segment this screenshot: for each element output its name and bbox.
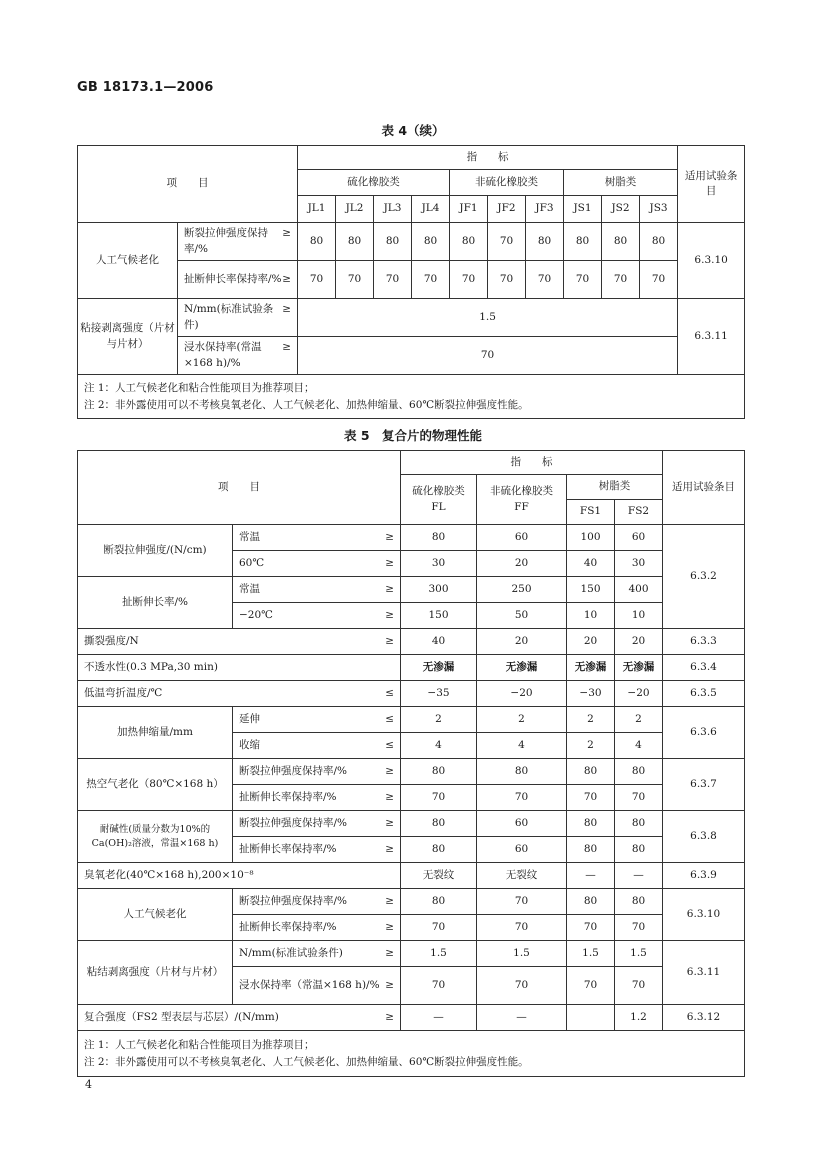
note-line: 注 1：人工气候老化和粘合性能项目为推荐项目； <box>84 381 315 394</box>
t4-clause: 6.3.11 <box>678 299 745 375</box>
group-code: FL <box>431 500 446 513</box>
t5-cell: −20 <box>615 681 663 707</box>
t4-clause-header: 适用试验条目 <box>678 146 745 223</box>
t5-row-label <box>78 681 401 707</box>
t5-cell: 80 <box>615 837 663 863</box>
t5-cell: 30 <box>615 551 663 577</box>
t4-cell: 70 <box>336 261 374 299</box>
t4-cell: 70 <box>488 261 526 299</box>
t5-sub-text: 断裂拉伸强度保持率/% <box>239 764 348 777</box>
t5-sub-text: 断裂拉伸强度保持率/% <box>239 894 348 907</box>
t5-sub-text: −20℃ <box>239 608 273 621</box>
t5-cell: 4 <box>477 733 567 759</box>
t5-cell: 100 <box>567 525 615 551</box>
t5-cell: 10 <box>567 603 615 629</box>
t5-sym: ≥ <box>385 946 394 959</box>
t5-group-label: 耐碱性(质量分数为10%的Ca(OH)₂溶液，常温×168 h) <box>78 811 233 863</box>
t5-cell: 1.2 <box>615 1005 663 1031</box>
t5-group-label: 加热伸缩量/mm <box>78 707 233 759</box>
t5-cell: 150 <box>401 603 477 629</box>
t4-clause: 6.3.10 <box>678 223 745 299</box>
t5-cell: 4 <box>401 733 477 759</box>
t4-sym: ≥ <box>282 303 291 316</box>
t4-code: JS1 <box>564 196 602 223</box>
t5-row-label: 不透水性(0.3 MPa,30 min) <box>78 655 401 681</box>
t5-cell: 无渗漏 <box>615 655 663 681</box>
t5-sub-label <box>233 551 401 577</box>
t5-sub-text: 断裂拉伸强度保持率/% <box>239 816 348 829</box>
group-code: FF <box>514 500 529 513</box>
t4-cell: 70 <box>564 261 602 299</box>
t5-cell: 50 <box>477 603 567 629</box>
t5-group-header: 树脂类 <box>567 475 663 500</box>
t5-cell: 80 <box>615 889 663 915</box>
t4-code: JL2 <box>336 196 374 223</box>
t4-cell: 70 <box>298 261 336 299</box>
t5-clause: 6.3.2 <box>663 525 745 629</box>
t4-cell: 80 <box>336 223 374 261</box>
t4-cell: 80 <box>602 223 640 261</box>
t4-cell: 80 <box>526 223 564 261</box>
t5-cell: — <box>567 863 615 889</box>
t5-cell: −20 <box>477 681 567 707</box>
t4-cell: 70 <box>640 261 678 299</box>
t4-label-text: 浸水保持率(常温×168 h)/% <box>184 341 262 369</box>
t5-group-header <box>477 475 567 525</box>
t4-notes <box>78 375 745 419</box>
t5-cell: 2 <box>567 733 615 759</box>
t4-row-label <box>178 223 298 261</box>
t5-cell: 无裂纹 <box>401 863 477 889</box>
t4-cell: 80 <box>412 223 450 261</box>
t5-sym: ≥ <box>385 842 394 855</box>
t5-cell: 1.5 <box>615 941 663 967</box>
t5-sub-label <box>233 941 401 967</box>
t5-row-label: 臭氧老化(40℃×168 h),200×10⁻⁸ <box>78 863 401 889</box>
t5-cell: 2 <box>401 707 477 733</box>
t5-sym: ≥ <box>385 634 394 647</box>
t5-sub-label <box>233 733 401 759</box>
t5-sub-label <box>233 915 401 941</box>
t5-cell <box>567 1005 615 1031</box>
t5-sub-text: 收缩 <box>239 738 260 751</box>
t5-cell: 80 <box>567 811 615 837</box>
t5-sub-text: 扯断伸长率保持率/% <box>239 920 337 933</box>
t5-cell: 70 <box>477 889 567 915</box>
t5-cell: 80 <box>401 811 477 837</box>
t5-cell: 40 <box>401 629 477 655</box>
t5-cell: 70 <box>567 785 615 811</box>
t4-index-header: 指 标 <box>298 146 678 170</box>
t5-cell: 250 <box>477 577 567 603</box>
t5-sym: ≥ <box>385 530 394 543</box>
t5-cell: 4 <box>615 733 663 759</box>
t5-cell: 无渗漏 <box>567 655 615 681</box>
t5-group-label: 人工气候老化 <box>78 889 233 941</box>
group-name: 非硫化橡胶类 <box>490 485 553 498</box>
t4-row-label <box>178 261 298 299</box>
t5-cell: 80 <box>401 759 477 785</box>
t5-sub-label <box>233 967 401 1005</box>
t5-cell: 60 <box>477 837 567 863</box>
t5-group-label: 扯断伸长率/% <box>78 577 233 629</box>
t4-row-label <box>178 337 298 375</box>
t5-cell: 无渗漏 <box>401 655 477 681</box>
t5-sub-label <box>233 577 401 603</box>
t5-sym: ≥ <box>385 816 394 829</box>
t5-cell: 20 <box>567 629 615 655</box>
t5-clause: 6.3.11 <box>663 941 745 1005</box>
t4-cell: 80 <box>450 223 488 261</box>
t5-clause: 6.3.7 <box>663 759 745 811</box>
t5-sym: ≥ <box>385 894 394 907</box>
t5-cell: 70 <box>567 915 615 941</box>
t5-sym: ≤ <box>385 712 394 725</box>
t5-cell: 70 <box>567 967 615 1005</box>
group-name: 硫化橡胶类 <box>412 485 465 498</box>
note-line: 注 2：非外露使用可以不考核臭氧老化、人工气候老化、加热伸缩量、60℃断裂拉伸强度性能。 <box>84 1055 529 1068</box>
t5-group-label: 断裂拉伸强度/(N/cm) <box>78 525 233 577</box>
t5-sym: ≥ <box>385 920 394 933</box>
t5-cell: 70 <box>615 967 663 1005</box>
t5-sym: ≥ <box>385 1010 394 1023</box>
t5-cell: 400 <box>615 577 663 603</box>
t4-cell: 70 <box>450 261 488 299</box>
t5-item-header: 项 目 <box>78 451 401 525</box>
t5-cell: 2 <box>477 707 567 733</box>
t4-group-header: 非硫化橡胶类 <box>450 170 564 196</box>
t5-row-text: 复合强度（FS2 型表层与芯层）/(N/mm) <box>84 1010 279 1023</box>
t5-row-label <box>78 629 401 655</box>
t5-cell: 20 <box>477 551 567 577</box>
t5-clause: 6.3.4 <box>663 655 745 681</box>
t5-sym: ≥ <box>385 608 394 621</box>
t5-row-label <box>78 1005 401 1031</box>
t5-cell: 30 <box>401 551 477 577</box>
t5-sub-text: 常温 <box>239 582 260 595</box>
t5-sub-text: 扯断伸长率保持率/% <box>239 790 337 803</box>
t5-cell: 80 <box>401 889 477 915</box>
t4-cell: 70 <box>488 223 526 261</box>
t4-code: JF1 <box>450 196 488 223</box>
t5-cell: 70 <box>401 785 477 811</box>
t4-peel-label: 粘接剥离强度（片材与片材） <box>78 299 178 375</box>
t4-group-header: 树脂类 <box>564 170 678 196</box>
t4-code: JS2 <box>602 196 640 223</box>
t5-cell: 80 <box>567 889 615 915</box>
t5-sym: ≤ <box>385 738 394 751</box>
t4-weather-label: 人工气候老化 <box>78 223 178 299</box>
note-line: 注 1：人工气候老化和粘合性能项目为推荐项目； <box>84 1038 315 1051</box>
t4-code: JF3 <box>526 196 564 223</box>
t5-cell: 70 <box>477 967 567 1005</box>
t5-sub-text: 60℃ <box>239 556 265 569</box>
t5-sym: ≥ <box>385 978 394 991</box>
t4-item-header: 项 目 <box>78 146 298 223</box>
t5-sym: ≤ <box>385 686 394 699</box>
t5-cell: 70 <box>401 967 477 1005</box>
t5-cell: 80 <box>401 837 477 863</box>
t5-group-header <box>401 475 477 525</box>
t5-cell: 40 <box>567 551 615 577</box>
t5-cell: 150 <box>567 577 615 603</box>
t5-group-label: 粘结剥离强度（片材与片材） <box>78 941 233 1005</box>
table4 <box>77 145 745 419</box>
t5-cell: 20 <box>477 629 567 655</box>
page-number: 4 <box>85 1078 92 1091</box>
t5-clause: 6.3.10 <box>663 889 745 941</box>
t5-sub-label <box>233 759 401 785</box>
t5-sub-text: 浸水保持率（常温×168 h)/% <box>239 978 380 991</box>
t5-cell: — <box>477 1005 567 1031</box>
t5-cell: 80 <box>477 759 567 785</box>
t5-cell: 无渗漏 <box>477 655 567 681</box>
t5-cell: 1.5 <box>401 941 477 967</box>
t5-clause: 6.3.9 <box>663 863 745 889</box>
t5-cell: 1.5 <box>567 941 615 967</box>
t5-code: FS2 <box>615 500 663 525</box>
t5-cell: 10 <box>615 603 663 629</box>
t5-cell: 70 <box>477 785 567 811</box>
t5-cell: 60 <box>477 525 567 551</box>
t4-row-label <box>178 299 298 337</box>
t4-label-text: 断裂拉伸强度保持率/% <box>184 227 268 255</box>
t5-group-label: 热空气老化（80℃×168 h） <box>78 759 233 811</box>
t5-sym: ≥ <box>385 556 394 569</box>
t4-code: JL4 <box>412 196 450 223</box>
t4-merged-cell: 1.5 <box>298 299 678 337</box>
t5-notes <box>78 1031 745 1077</box>
t5-clause: 6.3.6 <box>663 707 745 759</box>
t5-clause: 6.3.12 <box>663 1005 745 1031</box>
t5-sym: ≥ <box>385 790 394 803</box>
t5-cell: 70 <box>615 915 663 941</box>
t5-sym: ≥ <box>385 582 394 595</box>
t4-cell: 70 <box>602 261 640 299</box>
t4-label-text: 扯断伸长率保持率/% <box>184 272 282 285</box>
t5-cell: 80 <box>567 759 615 785</box>
t4-sym: ≥ <box>282 227 291 240</box>
t5-cell: 无裂纹 <box>477 863 567 889</box>
t5-cell: −30 <box>567 681 615 707</box>
note-line: 注 2：非外露使用可以不考核臭氧老化、人工气候老化、加热伸缩量、60℃断裂拉伸强度性能。 <box>84 398 529 411</box>
t5-clause: 6.3.3 <box>663 629 745 655</box>
t5-cell: −35 <box>401 681 477 707</box>
t5-sub-text: N/mm(标准试验条件) <box>239 946 343 959</box>
t4-label-text: N/mm(标准试验条件) <box>184 303 274 331</box>
t5-sub-label <box>233 603 401 629</box>
t5-clause: 6.3.8 <box>663 811 745 863</box>
t5-sub-label <box>233 889 401 915</box>
t4-cell: 70 <box>526 261 564 299</box>
t4-sym: ≥ <box>282 272 291 285</box>
t4-sym: ≥ <box>282 341 291 354</box>
t4-code: JS3 <box>640 196 678 223</box>
t4-cell: 70 <box>374 261 412 299</box>
t5-cell: 2 <box>615 707 663 733</box>
standard-number: GB 18173.1—2006 <box>77 80 214 95</box>
t5-row-text: 低温弯折温度/℃ <box>84 686 163 699</box>
t5-index-header: 指 标 <box>401 451 663 475</box>
t5-cell: 20 <box>615 629 663 655</box>
t5-row-text: 撕裂强度/N <box>84 634 139 647</box>
t5-cell: — <box>401 1005 477 1031</box>
t5-cell: 80 <box>615 811 663 837</box>
t5-sym: ≥ <box>385 764 394 777</box>
table5 <box>77 450 745 1077</box>
t4-group-header: 硫化橡胶类 <box>298 170 450 196</box>
t4-cell: 80 <box>298 223 336 261</box>
t5-cell: 80 <box>567 837 615 863</box>
t5-cell: 60 <box>615 525 663 551</box>
t5-cell: 1.5 <box>477 941 567 967</box>
t5-sub-label <box>233 707 401 733</box>
t5-sub-label <box>233 811 401 837</box>
t5-sub-label <box>233 837 401 863</box>
t5-cell: 300 <box>401 577 477 603</box>
t4-cell: 70 <box>412 261 450 299</box>
t5-cell: 70 <box>615 785 663 811</box>
t4-cell: 80 <box>374 223 412 261</box>
t5-clause-header: 适用试验条目 <box>663 451 745 525</box>
table4-caption: 表 4（续） <box>381 123 445 138</box>
t5-sub-text: 常温 <box>239 530 260 543</box>
t5-code: FS1 <box>567 500 615 525</box>
t5-cell: — <box>615 863 663 889</box>
t4-code: JL3 <box>374 196 412 223</box>
t5-cell: 2 <box>567 707 615 733</box>
t4-cell: 80 <box>640 223 678 261</box>
t4-cell: 80 <box>564 223 602 261</box>
t5-sub-text: 延伸 <box>239 712 260 725</box>
t5-clause: 6.3.5 <box>663 681 745 707</box>
t4-merged-cell: 70 <box>298 337 678 375</box>
t5-cell: 60 <box>477 811 567 837</box>
t5-cell: 80 <box>615 759 663 785</box>
table5-caption: 表 5 复合片的物理性能 <box>343 428 483 443</box>
t5-sub-label <box>233 525 401 551</box>
t5-cell: 70 <box>401 915 477 941</box>
t5-cell: 80 <box>401 525 477 551</box>
t5-cell: 70 <box>477 915 567 941</box>
t5-sub-label <box>233 785 401 811</box>
t4-code: JL1 <box>298 196 336 223</box>
t4-code: JF2 <box>488 196 526 223</box>
t5-sub-text: 扯断伸长率保持率/% <box>239 842 337 855</box>
